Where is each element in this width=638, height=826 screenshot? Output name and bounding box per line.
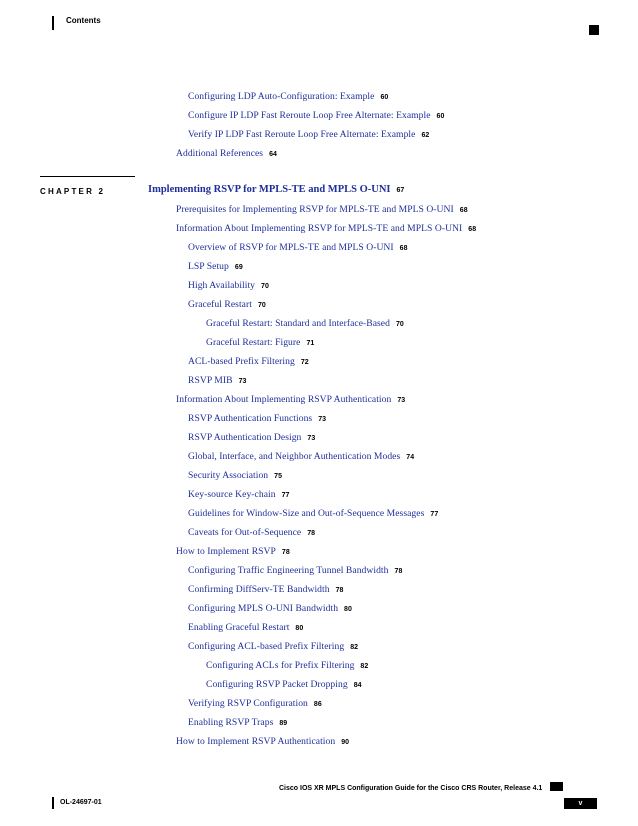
toc-entry[interactable] bbox=[188, 432, 315, 445]
toc-entry[interactable] bbox=[176, 223, 476, 236]
toc-entry[interactable] bbox=[188, 375, 246, 388]
toc-entry[interactable] bbox=[188, 470, 282, 483]
toc-entry-page: 68 bbox=[459, 207, 468, 214]
footer-rule bbox=[52, 797, 54, 809]
toc-entry-title: RSVP MIB bbox=[188, 375, 233, 386]
toc-entry-page: 62 bbox=[421, 132, 430, 139]
toc-entry-title: Enabling RSVP Traps bbox=[188, 717, 274, 728]
toc-entry-page: 80 bbox=[344, 606, 352, 613]
toc-entry-page: 84 bbox=[353, 682, 362, 689]
toc-entry-title: Security Association bbox=[188, 470, 269, 481]
toc-entry-title: Global, Interface, and Neighbor Authentication Modes bbox=[188, 451, 401, 462]
toc-entry[interactable] bbox=[188, 413, 326, 426]
toc-entry-page: 72 bbox=[300, 359, 309, 366]
toc-entry[interactable] bbox=[188, 622, 303, 635]
toc-entry-page: 74 bbox=[406, 454, 415, 461]
toc-entry-title: Caveats for Out-of-Sequence bbox=[188, 527, 302, 538]
toc-entry-title: How to Implement RSVP bbox=[176, 546, 276, 557]
toc-entry[interactable] bbox=[188, 356, 309, 369]
toc-entry-title: LSP Setup bbox=[188, 261, 229, 272]
toc-entry-page: 70 bbox=[257, 302, 266, 309]
toc-entry-title: Key-source Key-chain bbox=[188, 489, 276, 500]
toc-entry[interactable] bbox=[188, 110, 444, 123]
toc-entry-title: Verifying RSVP Configuration bbox=[188, 698, 308, 709]
toc-entry-page: 82 bbox=[360, 663, 369, 670]
header-marker bbox=[589, 25, 599, 35]
toc-entry-title: RSVP Authentication Design bbox=[188, 432, 302, 443]
toc-entry-title: Confirming DiffServ-TE Bandwidth bbox=[188, 584, 330, 595]
toc-entry-title: Information About Implementing RSVP for MPLS-TE and MPLS O-UNI bbox=[176, 223, 463, 234]
toc-entry-page: 90 bbox=[341, 739, 350, 746]
toc-entry-page: 68 bbox=[399, 245, 408, 252]
toc-entry-page: 60 bbox=[436, 113, 445, 120]
header-title: Contents bbox=[66, 16, 101, 25]
toc-entry-page: 89 bbox=[279, 720, 288, 727]
toc-entry[interactable] bbox=[176, 736, 349, 749]
toc-entry-page: 64 bbox=[269, 151, 277, 158]
footer-guide-title: Cisco IOS XR MPLS Configuration Guide for the Cisco CRS Router, Release 4.1 bbox=[279, 785, 543, 792]
toc-entry-title: Overview of RSVP for MPLS-TE and MPLS O-UNI bbox=[188, 242, 394, 253]
toc-entry-page: 78 bbox=[281, 549, 290, 556]
toc-entry[interactable] bbox=[206, 660, 368, 673]
toc-entry[interactable] bbox=[188, 261, 243, 274]
toc-entry-title: Configure IP LDP Fast Reroute Loop Free Alternate: Example bbox=[188, 110, 431, 121]
chapter-title-text: Implementing RSVP for MPLS-TE and MPLS O-UNI bbox=[148, 184, 391, 195]
toc-entry-page: 73 bbox=[318, 416, 327, 423]
toc-entry-page: 77 bbox=[430, 511, 439, 518]
toc-entry-title: Configuring LDP Auto-Configuration: Example bbox=[188, 91, 375, 102]
chapter-rule bbox=[40, 176, 135, 177]
toc-entry[interactable] bbox=[206, 337, 314, 350]
toc-entry-title: RSVP Authentication Functions bbox=[188, 413, 313, 424]
footer-marker bbox=[550, 782, 563, 791]
toc-entry[interactable] bbox=[188, 129, 429, 142]
header-rule bbox=[52, 16, 54, 30]
chapter-title-link[interactable] bbox=[148, 184, 404, 195]
toc-entry-page: 60 bbox=[380, 94, 389, 101]
toc-entry[interactable] bbox=[176, 204, 468, 217]
toc-entry-title: Graceful Restart: Standard and Interface-Based bbox=[206, 318, 390, 329]
toc-entry-title: Graceful Restart bbox=[188, 299, 252, 310]
toc-entry-page: 75 bbox=[274, 473, 283, 480]
toc-entry-title: Information About Implementing RSVP Authentication bbox=[176, 394, 392, 405]
toc-entry-title: Configuring RSVP Packet Dropping bbox=[206, 679, 348, 690]
footer-doc-number: OL-24697-01 bbox=[60, 799, 102, 806]
toc-entry[interactable] bbox=[206, 318, 404, 331]
toc-entry[interactable] bbox=[206, 679, 362, 692]
toc-entry-page: 71 bbox=[306, 340, 315, 347]
toc-entry[interactable] bbox=[188, 717, 287, 730]
toc-entry-title: Verify IP LDP Fast Reroute Loop Free Alternate: Example bbox=[188, 129, 416, 140]
toc-entry-page: 69 bbox=[234, 264, 243, 271]
footer-page-number: v bbox=[564, 798, 597, 809]
toc-entry-page: 78 bbox=[394, 568, 403, 575]
toc-entry-title: Configuring MPLS O-UNI Bandwidth bbox=[188, 603, 339, 614]
toc-entry-page: 78 bbox=[335, 587, 344, 594]
toc-entry[interactable] bbox=[188, 91, 388, 104]
toc-entry[interactable] bbox=[176, 394, 405, 407]
toc-entry[interactable] bbox=[188, 451, 414, 464]
toc-entry-page: 77 bbox=[281, 492, 290, 499]
toc-entry[interactable] bbox=[188, 489, 289, 502]
toc-entry-title: Graceful Restart: Figure bbox=[206, 337, 301, 348]
toc-entry[interactable] bbox=[188, 698, 322, 711]
toc-entry-page: 73 bbox=[397, 397, 406, 404]
toc-entry[interactable] bbox=[188, 508, 438, 521]
toc-entry[interactable] bbox=[188, 242, 408, 255]
toc-entry-page: 82 bbox=[350, 644, 359, 651]
toc-entry-page: 73 bbox=[238, 378, 247, 385]
toc-entry-page: 70 bbox=[395, 321, 404, 328]
toc-entry-title: Enabling Graceful Restart bbox=[188, 622, 290, 633]
chapter-page-number: 67 bbox=[396, 187, 405, 194]
toc-entry-page: 86 bbox=[313, 701, 322, 708]
toc-entry[interactable] bbox=[188, 641, 358, 654]
toc-entry-title: How to Implement RSVP Authentication bbox=[176, 736, 336, 747]
toc-entry-title: Configuring ACLs for Prefix Filtering bbox=[206, 660, 355, 671]
chapter-label: CHAPTER 2 bbox=[40, 187, 106, 196]
toc-entry-title: Additional References bbox=[176, 148, 264, 159]
toc-entry-page: 73 bbox=[307, 435, 316, 442]
toc-entry-page: 68 bbox=[468, 226, 477, 233]
toc-entry[interactable] bbox=[188, 584, 343, 597]
toc-entry-page: 70 bbox=[261, 283, 269, 290]
toc-entry[interactable] bbox=[188, 565, 402, 578]
toc-entry-title: Prerequisites for Implementing RSVP for MPLS-TE and MPLS O-UNI bbox=[176, 204, 454, 215]
toc-entry-title: Configuring ACL-based Prefix Filtering bbox=[188, 641, 345, 652]
toc-entry-title: ACL-based Prefix Filtering bbox=[188, 356, 295, 367]
toc-entry[interactable] bbox=[176, 546, 290, 559]
toc-entry[interactable] bbox=[176, 148, 277, 161]
toc-entry-title: Guidelines for Window-Size and Out-of-Sequence Messages bbox=[188, 508, 425, 519]
toc-entry-page: 80 bbox=[295, 625, 304, 632]
toc-entry-title: Configuring Traffic Engineering Tunnel Bandwidth bbox=[188, 565, 389, 576]
toc-entry-title: High Availability bbox=[188, 280, 256, 291]
toc-entry[interactable] bbox=[188, 280, 269, 293]
toc-entry-page: 78 bbox=[307, 530, 316, 537]
toc-entry[interactable] bbox=[188, 527, 315, 540]
toc-entry[interactable] bbox=[188, 299, 266, 312]
toc-entry[interactable] bbox=[188, 603, 352, 616]
